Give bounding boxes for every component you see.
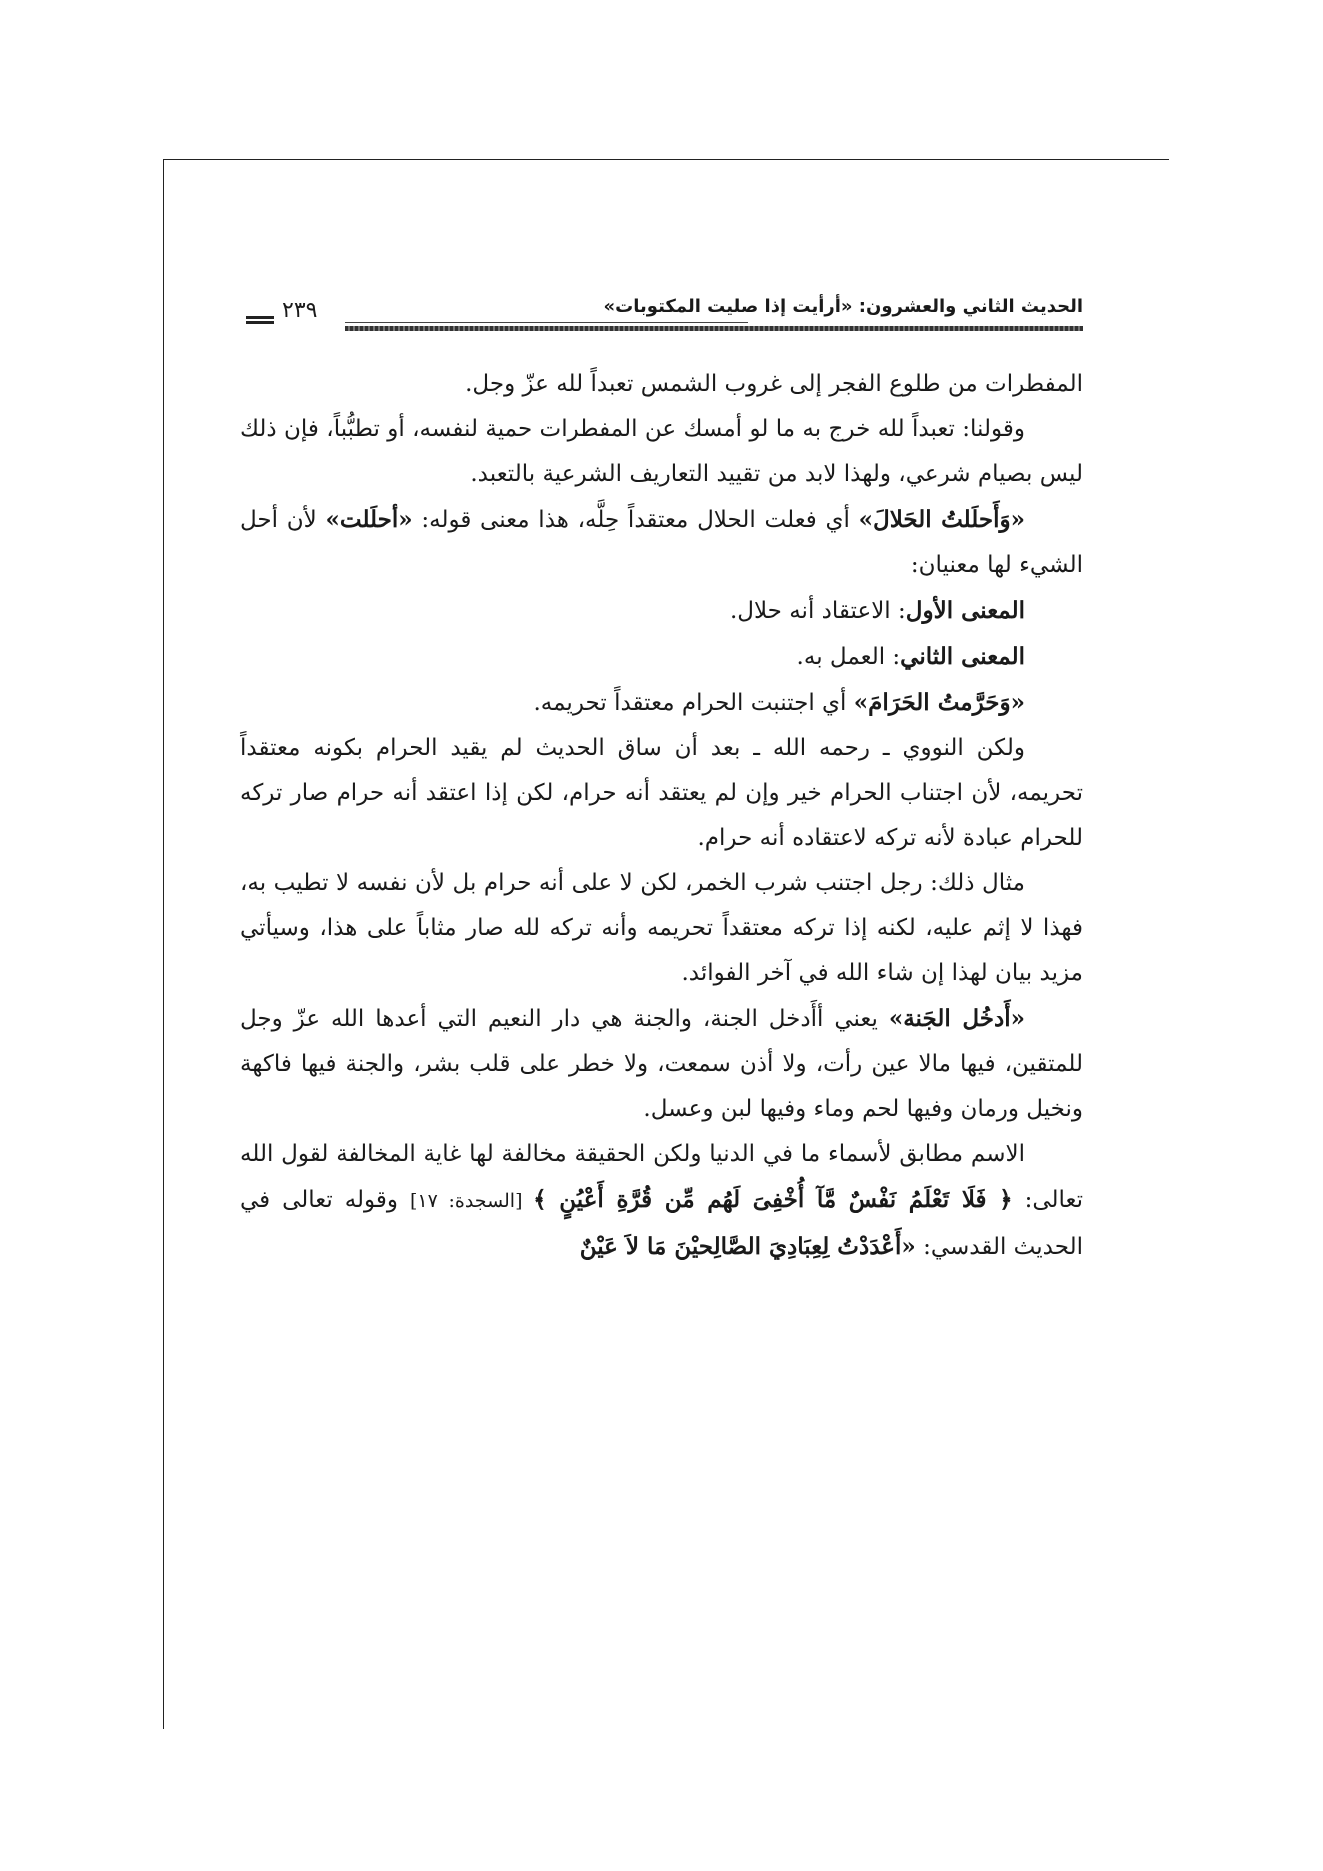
- quran-verse: ﴿ فَلَا تَعْلَمُ نَفْسٌ مَّآ أُخْفِىَ لَهُم مِّن قُرَّةِ أَعْيُنٍ ﴾: [533, 1186, 1013, 1213]
- paragraph-4: [240, 588, 1083, 634]
- quote-harramt-alharam: «وَحَرَّمتُ الحَرَامَ»: [853, 689, 1025, 716]
- header-rule-thin: [345, 322, 748, 323]
- paragraph-2: وقولنا: تعبداً لله خرج به ما لو أمسك عن المفطرات حمية لنفسه، أو تطبُّباً، فإن ذلك ليس بصيام شرعي، ولهذا لابد من تقييد التعاريف الشرعية بالتعبد.: [240, 416, 1083, 487]
- running-header: [240, 296, 1083, 336]
- verse-reference: [السجدة: ١٧]: [409, 1190, 534, 1212]
- paragraph-10: [240, 1132, 1083, 1270]
- meaning-two-label: المعنى الثاني: [900, 643, 1025, 670]
- paragraph-7: ولكن النووي ـ رحمه الله ـ بعد أن ساق الحديث لم يقيد الحرام بكونه معتقداً تحريمه، لأن اجتناب الحرام خير وإن لم يعتقد أنه حرام، لكن إذا اعتقد أنه حرام صار تركه للحرام عبادة لأنه تركه لاعتقاده أنه حرام.: [240, 735, 1083, 851]
- meaning-two-text: : العمل به.: [796, 644, 901, 670]
- quote-adkhul-aljanna: «أَدخُل الجَنة»: [888, 1005, 1025, 1032]
- quote-ahlalt: «أحلَلت»: [325, 506, 413, 533]
- quote-ahlalt-alhalal: «وَأَحلَلتُ الحَلالَ»: [858, 506, 1025, 533]
- page-frame-top-border: [163, 159, 1169, 160]
- paragraph-3: [240, 497, 1083, 588]
- header-title: الحديث الثاني والعشرون: «أرأيت إذا صليت المكتوبات»: [603, 296, 1083, 317]
- paragraph-6: [240, 680, 1083, 726]
- page-frame-left-border: [163, 159, 164, 1729]
- body-text: [240, 362, 1083, 1270]
- quote-hadith-qudsi: «أَعْدَدْتُ لِعِبَادِيَ الصَّالِحيْنَ مَا لاَ عَيْنٌ: [579, 1233, 916, 1260]
- paragraph-10-text-2: وقوله تعالى في الحديث القدسي:: [240, 1187, 1083, 1260]
- paragraph-9-text: يعني أأَدخل الجنة، والجنة هي دار النعيم التي أعدها الله عزّ وجل للمتقين، فيها مالا عين رأت، ولا أذن سمعت، ولا خطر على قلب بشر، والجنة فيها فاكهة ونخيل ورمان وفيها لحم وماء وفيها لبن وعسل.: [240, 1006, 1083, 1122]
- meaning-one-label: المعنى الأول: [905, 597, 1025, 624]
- paragraph-10-text: الاسم مطابق لأسماء ما في الدنيا ولكن الحقيقة مخالفة لها غاية المخالفة لقول الله تعالى:: [240, 1141, 1084, 1213]
- paragraph-3-text: أي فعلت الحلال معتقداً حِلَّه، هذا معنى قوله:: [412, 507, 859, 533]
- paragraph-3-text-2: لأن أحل الشيء لها معنيان:: [240, 507, 1083, 578]
- page-number-mark: [246, 316, 274, 326]
- paragraph-1: المفطرات من طلوع الفجر إلى غروب الشمس تعبداً لله عزّ وجل.: [465, 371, 1083, 397]
- paragraph-6-text: أي اجتنبت الحرام معتقداً تحريمه.: [533, 690, 854, 716]
- header-rule: [345, 326, 1083, 331]
- paragraph-8: مثال ذلك: رجل اجتنب شرب الخمر، لكن لا على أنه حرام بل لأن نفسه لا تطيب به، فهذا لا إثم عليه، لكنه إذا تركه معتقداً تحريمه وأنه تركه لله صار مثاباً على هذا، وسيأتي مزيد بيان لهذا إن شاء الله في آخر الفوائد.: [240, 870, 1083, 986]
- page-number: ٢٣٩: [282, 298, 318, 323]
- meaning-one-text: : الاعتقاد أنه حلال.: [729, 598, 906, 624]
- paragraph-5: [240, 634, 1083, 680]
- paragraph-9: [240, 996, 1083, 1132]
